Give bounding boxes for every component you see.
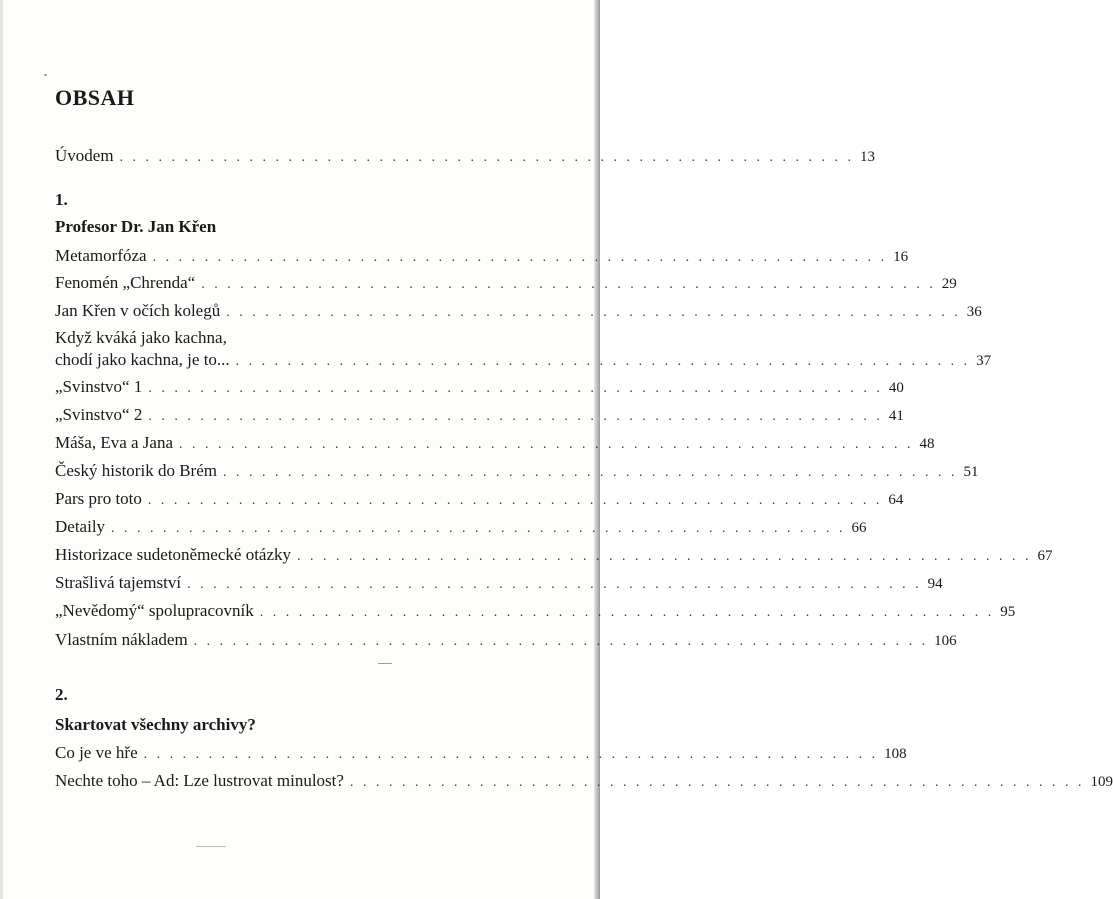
toc-entry <box>55 404 904 428</box>
leader-dots: . . . . . . . . . . . . . . . . . . . . . . . . . . . . . . . . . . . . . . . . . . . . . . . . . . . . . . . . . <box>152 250 888 265</box>
toc-page-number: 66 <box>851 520 867 536</box>
paper-speck <box>196 846 226 847</box>
toc-entry <box>55 245 909 269</box>
leader-dots: . . . . . . . . . . . . . . . . . . . . . . . . . . . . . . . . . . . . . . . . . . . . . . . . . . . . . . . . . <box>179 437 914 452</box>
leader-dots: . . . . . . . . . . . . . . . . . . . . . . . . . . . . . . . . . . . . . . . . . . . . . . . . . . . . . . . . . <box>187 577 922 592</box>
toc-entry-intro <box>55 145 876 169</box>
toc-page-number: 108 <box>884 746 907 762</box>
toc-entry-multiline <box>55 327 992 373</box>
page-left-edge <box>0 0 3 899</box>
toc-entry-label: Český historik do Brém <box>55 461 217 480</box>
page-title: OBSAH <box>55 85 135 110</box>
leader-dots: . . . . . . . . . . . . . . . . . . . . . . . . . . . . . . . . . . . . . . . . . . . . . . . . . . . . . . . . . <box>148 381 883 396</box>
toc-page-number: 94 <box>927 576 943 592</box>
leader-dots: . . . . . . . . . . . . . . . . . . . . . . . . . . . . . . . . . . . . . . . . . . . . . . . . . . . . . . . . . <box>235 354 971 369</box>
toc-entry <box>55 300 982 324</box>
leader-dots: . . . . . . . . . . . . . . . . . . . . . . . . . . . . . . . . . . . . . . . . . . . . . . . . . . . . . . . . . <box>201 277 936 292</box>
toc-entry <box>55 629 957 653</box>
toc-page-number: 40 <box>888 380 904 396</box>
leader-dots: . . . . . . . . . . . . . . . . . . . . . . . . . . . . . . . . . . . . . . . . . . . . . . . . . . . . . . . . . <box>222 465 958 480</box>
toc-entry <box>55 376 904 400</box>
toc-page-number: 95 <box>1000 604 1016 620</box>
toc-entry-label: Úvodem <box>55 146 114 165</box>
toc-entry <box>55 544 1053 568</box>
toc-page-number: 51 <box>963 464 979 480</box>
toc-page-number: 106 <box>934 633 957 649</box>
leader-dots: . . . . . . . . . . . . . . . . . . . . . . . . . . . . . . . . . . . . . . . . . . . . . . . . . . . . . . . . . <box>111 521 846 536</box>
toc-entry-label: Jan Křen v očích kolegů <box>55 301 221 320</box>
toc-entry-label: Detaily <box>55 517 106 536</box>
toc-entry-label: Co je ve hře <box>55 743 138 762</box>
toc-page-number: 67 <box>1037 548 1053 564</box>
toc-entry <box>55 770 1113 794</box>
toc-entry-label: Historizace sudetoněmecké otázky <box>55 545 292 564</box>
toc-entry-label: „Svinstvo“ 2 <box>55 405 143 424</box>
toc-entry-label: Fenomén „Chrenda“ <box>55 273 196 292</box>
toc-entry-label: „Svinstvo“ 1 <box>55 377 143 396</box>
toc-entry-label: Nechte toho – Ad: Lze lustrovat minulost? <box>55 771 344 790</box>
leader-dots: . . . . . . . . . . . . . . . . . . . . . . . . . . . . . . . . . . . . . . . . . . . . . . . . . . . . . . . . . <box>297 549 1032 564</box>
toc-entry-label: Metamorfóza <box>55 246 147 265</box>
toc-page-number: 48 <box>919 436 935 452</box>
section-number: 1. <box>55 190 68 209</box>
section-title: Profesor Dr. Jan Křen <box>55 217 217 236</box>
toc-entry <box>55 272 957 296</box>
toc-entry <box>55 600 1016 624</box>
toc-entry <box>55 432 935 456</box>
leader-dots: . . . . . . . . . . . . . . . . . . . . . . . . . . . . . . . . . . . . . . . . . . . . . . . . . . . . . . . . . <box>193 634 929 649</box>
toc-entry-label: Pars pro toto <box>55 489 142 508</box>
section-title: Skartovat všechny archivy? <box>55 715 256 734</box>
toc-entry-label: Vlastním nákladem <box>55 630 188 649</box>
toc-entry-label: chodí jako kachna, je to... <box>55 350 230 369</box>
leader-dots: . . . . . . . . . . . . . . . . . . . . . . . . . . . . . . . . . . . . . . . . . . . . . . . . . . . . . . . . . <box>226 305 961 320</box>
toc-entry <box>55 742 907 766</box>
leader-dots: . . . . . . . . . . . . . . . . . . . . . . . . . . . . . . . . . . . . . . . . . . . . . . . . . . . . . . . . . <box>148 409 883 424</box>
toc-page-number: 64 <box>888 492 904 508</box>
toc-page-number: 37 <box>976 353 992 369</box>
toc-entry <box>55 572 943 596</box>
toc-page-number: 109 <box>1090 774 1113 790</box>
toc-page-number: 13 <box>860 149 876 165</box>
toc-entry-label-line1: Když kváká jako kachna, <box>55 328 227 347</box>
leader-dots: . . . . . . . . . . . . . . . . . . . . . . . . . . . . . . . . . . . . . . . . . . . . . . . . . . . . . . . . . <box>143 747 879 762</box>
paper-speck <box>44 74 47 76</box>
leader-dots: . . . . . . . . . . . . . . . . . . . . . . . . . . . . . . . . . . . . . . . . . . . . . . . . . . . . . . . . . <box>147 493 883 508</box>
leader-dots: . . . . . . . . . . . . . . . . . . . . . . . . . . . . . . . . . . . . . . . . . . . . . . . . . . . . . . . . . <box>259 605 995 620</box>
toc-page-number: 36 <box>966 304 982 320</box>
toc-page-number: 41 <box>888 408 904 424</box>
toc-entry <box>55 516 867 540</box>
toc-entry-label: „Nevědomý“ spolupracovník <box>55 601 254 620</box>
toc-entry-label: Strašlivá tajemství <box>55 573 182 592</box>
toc-entry <box>55 460 979 484</box>
toc-entry <box>55 488 904 512</box>
toc-entry-line2 <box>55 349 992 373</box>
leader-dots: . . . . . . . . . . . . . . . . . . . . . . . . . . . . . . . . . . . . . . . . . . . . . . . . . . . . . . . . . <box>349 775 1085 790</box>
leader-dots: . . . . . . . . . . . . . . . . . . . . . . . . . . . . . . . . . . . . . . . . . . . . . . . . . . . . . . . . . <box>119 150 855 165</box>
toc-page-number: 29 <box>941 276 957 292</box>
section-number: 2. <box>55 685 68 704</box>
toc-entry-label: Máša, Eva a Jana <box>55 433 174 452</box>
toc-page-number: 16 <box>893 249 909 265</box>
paper-speck <box>378 663 392 664</box>
